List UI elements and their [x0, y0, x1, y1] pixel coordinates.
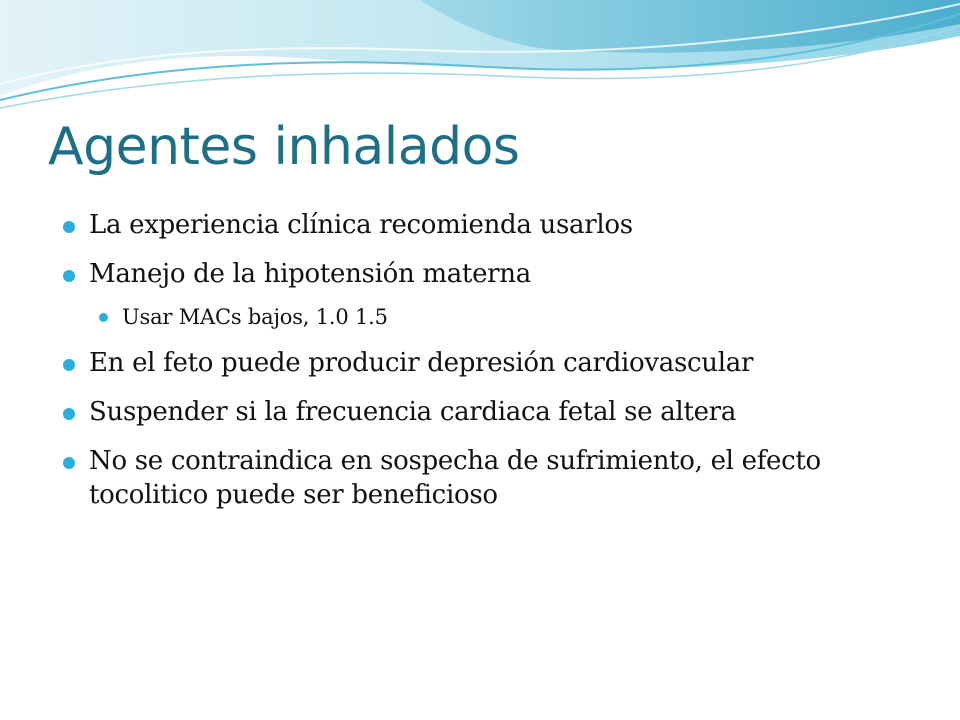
bullet-text: En el feto puede producir depresión cardiovascular	[89, 348, 754, 378]
bullet-list	[60, 208, 920, 527]
bullet-dot-icon	[63, 408, 75, 420]
bullet-text: Manejo de la hipotensión materna	[89, 259, 531, 289]
bullet-item	[60, 257, 920, 291]
header-wave-decoration	[0, 0, 960, 120]
bullet-item	[60, 208, 920, 242]
bullet-text: Suspender si la frecuencia cardiaca fetal se altera	[89, 397, 737, 427]
bullet-dot-icon	[63, 270, 75, 282]
bullet-item	[60, 395, 920, 429]
bullet-text: La experiencia clínica recomienda usarlos	[89, 210, 633, 240]
bullet-dot-icon	[63, 221, 75, 233]
bullet-item	[60, 346, 920, 380]
bullet-text: No se contraindica en sospecha de sufrimiento, el efecto tocolitico puede ser beneficioso	[89, 446, 821, 510]
bullet-item	[60, 444, 920, 512]
bullet-dot-icon	[63, 457, 75, 469]
sub-bullet-item	[97, 303, 920, 331]
sub-bullet-text: Usar MACs bajos, 1.0 1.5	[122, 305, 388, 329]
slide-title: Agentes inhalados	[48, 117, 520, 177]
sub-bullet-dot-icon	[99, 313, 108, 322]
bullet-dot-icon	[63, 359, 75, 371]
